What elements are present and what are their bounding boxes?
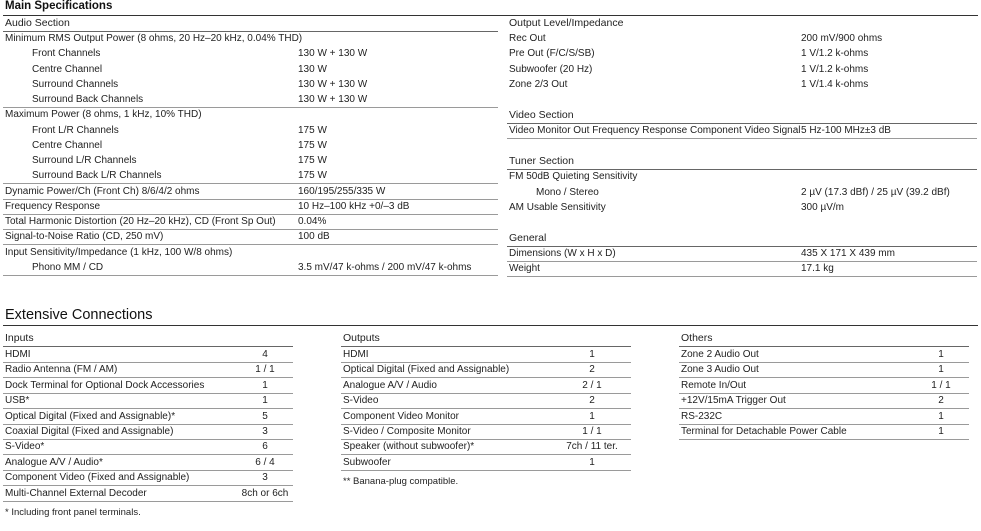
inputs-row (3, 439, 293, 455)
connection-count: 6 / 4 (255, 456, 275, 468)
connection-count: 2 / 1 (582, 379, 602, 391)
spec-label: AM Usable Sensitivity (509, 202, 606, 213)
connection-count: 1 / 1 (931, 379, 951, 391)
spec-label: Centre Channel (32, 139, 103, 151)
connection-count: 1 (938, 410, 944, 422)
spec-value: 0.04% (298, 216, 327, 227)
spec-value: 2 µV (17.3 dBf) / 25 µV (39.2 dBf) (801, 186, 950, 198)
outputs-row (341, 424, 631, 440)
general-row (507, 261, 977, 277)
connection-label: Speaker (without subwoofer)* (343, 441, 475, 453)
tuner-row (507, 169, 977, 184)
audio-row (3, 31, 498, 46)
connection-count: 2 (589, 364, 595, 376)
connection-count: 3 (262, 472, 268, 484)
others-row (679, 393, 969, 409)
outputs-row (341, 455, 631, 471)
outputs-row (341, 439, 631, 455)
connection-label: Multi-Channel External Decoder (5, 487, 147, 499)
audio-row (3, 123, 498, 138)
others-title: Others (681, 332, 713, 344)
spec-label: Total Harmonic Distortion (20 Hz–20 kHz), CD (Front Sp Out) (5, 216, 276, 227)
connection-label: HDMI (343, 349, 369, 360)
outputs-row (341, 347, 631, 363)
outputs-title: Outputs (343, 332, 380, 344)
video-row (507, 123, 977, 139)
connection-count: 1 (938, 349, 944, 360)
connection-label: Terminal for Detachable Power Cable (681, 426, 847, 437)
connection-label: Analogue A/V / Audio (343, 379, 437, 391)
output-level-title: Output Level/Impedance (509, 17, 624, 29)
others-row (679, 362, 969, 378)
inputs-row (3, 424, 293, 440)
connection-label: +12V/15mA Trigger Out (681, 395, 786, 407)
others-row (679, 347, 969, 363)
connection-label: Zone 3 Audio Out (681, 364, 759, 376)
connection-count: 7ch / 11 ter. (566, 441, 618, 453)
output-level-row (507, 77, 977, 92)
main-specifications-title: Main Specifications (5, 0, 113, 12)
inputs-row (3, 409, 293, 425)
spec-value: 130 W + 130 W (298, 94, 368, 105)
connection-count: 1 (589, 410, 595, 422)
audio-row (3, 62, 498, 77)
outputs-row (341, 378, 631, 394)
spec-value: 1 V/1.2 k-ohms (801, 63, 869, 75)
spec-label: Dynamic Power/Ch (Front Ch) 8/6/4/2 ohms (5, 185, 200, 197)
audio-row (3, 153, 498, 168)
connection-count: 1 (938, 364, 944, 376)
audio-section-title: Audio Section (5, 17, 70, 29)
spec-label: Surround Back Channels (32, 94, 144, 105)
inputs-title: Inputs (5, 332, 34, 344)
outputs-row (341, 362, 631, 378)
connection-count: 5 (262, 410, 268, 422)
connection-count: 1 / 1 (582, 426, 602, 437)
connection-count: 6 (262, 441, 268, 453)
spec-value: 200 mV/900 ohms (801, 33, 883, 44)
audio-row (3, 168, 498, 184)
inputs-row (3, 362, 293, 378)
tuner-row (507, 200, 977, 215)
connection-label: Optical Digital (Fixed and Assignable) (343, 364, 510, 376)
spec-label: Mono / Stereo (536, 186, 599, 198)
inputs-row (3, 470, 293, 486)
audio-row (3, 229, 498, 245)
connection-label: S-Video* (5, 441, 45, 453)
outputs-row (341, 393, 631, 409)
spec-value: 130 W + 130 W (298, 78, 368, 90)
outputs-row (341, 409, 631, 425)
main-title-rule (3, 15, 978, 16)
spec-label: Video Monitor Out Frequency Response Component Video Signal (509, 125, 801, 136)
connection-label: Component Video (Fixed and Assignable) (5, 472, 190, 484)
outputs-footnote: ** Banana-plug compatible. (343, 476, 459, 487)
connection-count: 1 (589, 349, 595, 360)
spec-label: Minimum RMS Output Power (8 ohms, 20 Hz–20 kHz, 0.04% THD) (5, 33, 303, 44)
connection-label: RS-232C (681, 410, 723, 422)
connection-count: 1 (262, 379, 268, 391)
spec-label: Subwoofer (20 Hz) (509, 63, 593, 75)
tuner-section-title: Tuner Section (509, 155, 574, 167)
connections-title-rule (3, 325, 978, 326)
tuner-row (507, 185, 977, 200)
connection-label: Subwoofer (343, 456, 391, 468)
spec-value: 1 V/1.2 k-ohms (801, 48, 869, 60)
connection-label: Zone 2 Audio Out (681, 349, 759, 360)
spec-label: Input Sensitivity/Impedance (1 kHz, 100 W/8 ohms) (5, 246, 233, 258)
spec-label: Dimensions (W x H x D) (509, 248, 616, 259)
general-section-title: General (509, 232, 547, 244)
spec-label: Surround Back L/R Channels (32, 170, 162, 182)
output-level-row (507, 46, 977, 61)
inputs-row (3, 347, 293, 363)
spec-value: 5 Hz-100 MHz±3 dB (801, 125, 891, 136)
spec-value: 3.5 mV/47 k-ohms / 200 mV/47 k-ohms (298, 261, 472, 273)
audio-row (3, 214, 498, 230)
connection-count: 8ch or 6ch (241, 487, 289, 499)
connection-count: 1 / 1 (255, 364, 275, 376)
connection-count: 3 (262, 426, 268, 437)
connection-label: Analogue A/V / Audio* (5, 456, 103, 468)
inputs-row (3, 455, 293, 471)
general-row (507, 246, 977, 262)
audio-row (3, 107, 498, 122)
connection-count: 1 (938, 426, 944, 437)
connection-label: USB* (5, 395, 30, 407)
audio-row (3, 245, 498, 260)
inputs-row (3, 393, 293, 409)
spec-label: Signal-to-Noise Ratio (CD, 250 mV) (5, 231, 164, 243)
audio-row (3, 260, 498, 276)
connection-count: 1 (262, 395, 268, 407)
connection-count: 1 (589, 456, 595, 468)
spec-label: Weight (509, 263, 540, 275)
spec-label: Maximum Power (8 ohms, 1 kHz, 10% THD) (5, 109, 202, 121)
spec-value: 100 dB (298, 231, 330, 243)
connection-label: Component Video Monitor (343, 410, 459, 422)
spec-label: Front Channels (32, 48, 101, 60)
spec-label: Zone 2/3 Out (509, 78, 568, 90)
inputs-row (3, 378, 293, 394)
spec-label: Surround L/R Channels (32, 155, 137, 166)
output-level-row (507, 62, 977, 77)
spec-value: 435 X 171 X 439 mm (801, 248, 895, 259)
spec-value: 175 W (298, 155, 327, 166)
audio-row (3, 199, 498, 215)
connection-count: 2 (589, 395, 595, 407)
spec-value: 175 W (298, 124, 327, 136)
spec-value: 160/195/255/335 W (298, 185, 386, 197)
audio-row (3, 77, 498, 92)
spec-label: Pre Out (F/C/S/SB) (509, 48, 595, 60)
connection-label: S-Video / Composite Monitor (343, 426, 471, 437)
spec-label: Phono MM / CD (32, 261, 104, 273)
others-row (679, 378, 969, 394)
spec-value: 300 µV/m (801, 202, 845, 213)
others-row (679, 409, 969, 425)
extensive-connections-title: Extensive Connections (5, 307, 153, 323)
spec-value: 175 W (298, 170, 327, 182)
spec-label: Rec Out (509, 33, 546, 44)
connection-label: Optical Digital (Fixed and Assignable)* (5, 410, 176, 422)
inputs-row (3, 486, 293, 502)
connection-count: 4 (262, 349, 268, 360)
connection-label: S-Video (343, 395, 379, 407)
video-section-title: Video Section (509, 109, 574, 121)
inputs-footnote: * Including front panel terminals. (5, 507, 141, 518)
audio-row (3, 46, 498, 61)
audio-row (3, 92, 498, 108)
spec-value: 10 Hz–100 kHz +0/–3 dB (298, 200, 410, 212)
others-row (679, 424, 969, 440)
spec-value: 130 W (298, 63, 327, 75)
spec-value: 130 W + 130 W (298, 48, 368, 60)
audio-row (3, 138, 498, 153)
connection-count: 2 (938, 395, 944, 407)
spec-value: 1 V/1.4 k-ohms (801, 78, 869, 90)
connection-label: HDMI (5, 349, 31, 360)
spec-label: Surround Channels (32, 78, 119, 90)
spec-label: Centre Channel (32, 63, 103, 75)
connection-label: Coaxial Digital (Fixed and Assignable) (5, 426, 174, 437)
connection-label: Remote In/Out (681, 379, 747, 391)
spec-label: Frequency Response (5, 200, 101, 212)
spec-label: FM 50dB Quieting Sensitivity (509, 171, 638, 182)
audio-row (3, 184, 498, 200)
connection-label: Radio Antenna (FM / AM) (5, 364, 118, 376)
spec-label: Front L/R Channels (32, 124, 119, 136)
spec-value: 175 W (298, 139, 327, 151)
output-level-row (507, 31, 977, 46)
connection-label: Dock Terminal for Optional Dock Accessories (5, 379, 205, 391)
spec-value: 17.1 kg (801, 263, 834, 275)
